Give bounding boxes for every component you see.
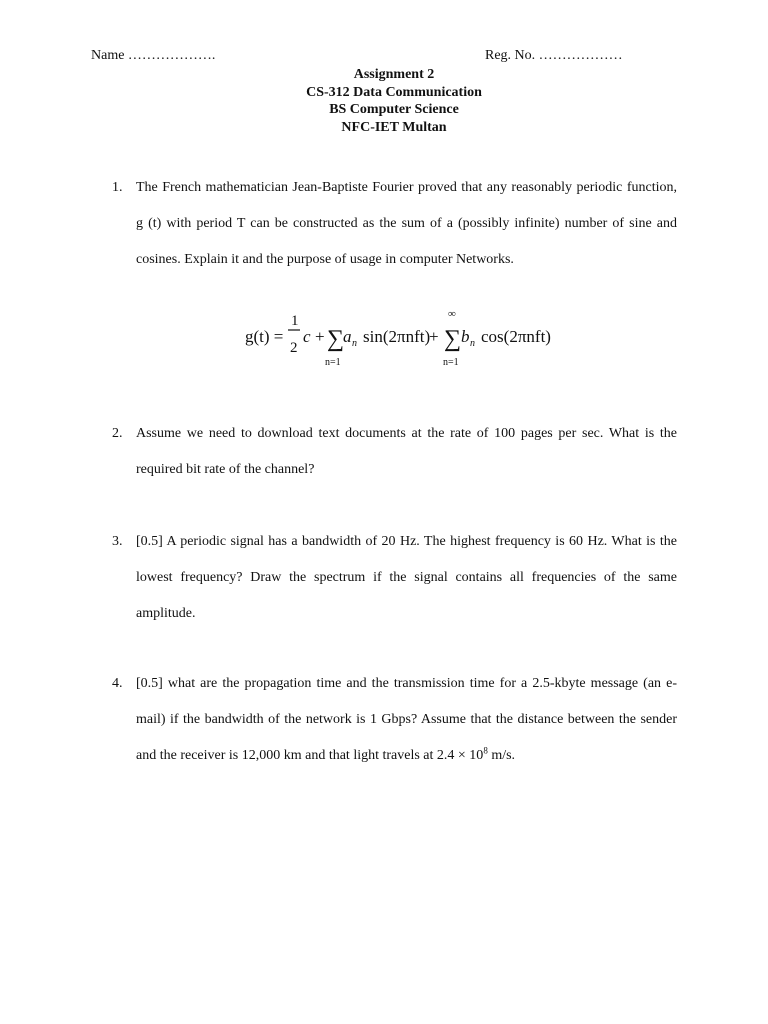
sine-term: sin(2πnft) bbox=[363, 327, 431, 346]
question-text: The French mathematician Jean-Baptiste Fourier proved that any reasonably periodic function, g (t) with period T can be constructed as the sum of a (possibly infinite) number of sine and cosines. Explain it and the purpose of usage in computer Networks. bbox=[136, 180, 677, 267]
coefficient-b: b bbox=[461, 327, 470, 346]
question-2 bbox=[112, 416, 677, 488]
question-3 bbox=[112, 524, 677, 632]
sigma-2: ∑ bbox=[444, 326, 462, 352]
question-number: 1. bbox=[112, 180, 123, 195]
sigma-2-upper: ∞ bbox=[448, 308, 456, 320]
fourier-formula bbox=[245, 308, 555, 370]
question-text-end: m/s. bbox=[487, 748, 516, 763]
question-number: 4. bbox=[112, 676, 123, 691]
institute-title: NFC-IET Multan bbox=[341, 119, 447, 135]
program-title: BS Computer Science bbox=[329, 102, 459, 117]
plus-sign-1: + bbox=[315, 327, 325, 346]
course-title: CS-312 Data Communication bbox=[306, 84, 482, 100]
fraction-denominator: 2 bbox=[290, 340, 298, 356]
question-1 bbox=[112, 170, 677, 278]
plus-sign-2: + bbox=[429, 327, 439, 346]
sigma-1: ∑ bbox=[327, 326, 345, 352]
name-field-label: Name ………………. bbox=[91, 48, 216, 63]
cosine-term: cos(2πnft) bbox=[481, 327, 551, 346]
question-4 bbox=[112, 666, 677, 774]
coefficient-a-sub: n bbox=[352, 338, 357, 349]
question-text: [0.5] A periodic signal has a bandwidth of 20 Hz. The highest frequency is 60 Hz. What is the lowest frequency? Draw the spectrum if the signal contains all frequencies of the same amplitude. bbox=[136, 534, 677, 621]
coefficient-a: a bbox=[343, 327, 352, 346]
formula-lhs: g(t) = bbox=[245, 327, 284, 346]
sigma-1-lower: n=1 bbox=[325, 357, 341, 368]
fraction-numerator: 1 bbox=[291, 313, 299, 329]
question-text-main: [0.5] what are the propagation time and the transmission time for a 2.5-kbyte message (an e-mail) if the bandwidth of the network is 1 Gbps? Assume that the distance between the sender and the receiver is 12,000 km and that light travels at 2.4 × 10 bbox=[136, 676, 677, 763]
assignment-header bbox=[0, 66, 768, 136]
exponent: 8 bbox=[483, 745, 488, 756]
assignment-title: Assignment 2 bbox=[353, 67, 435, 82]
question-number: 3. bbox=[112, 534, 123, 549]
reg-no-field-label: Reg. No. ……………… bbox=[485, 48, 623, 63]
question-number: 2. bbox=[112, 426, 123, 441]
question-text: Assume we need to download text documents at the rate of 100 pages per sec. What is the required bit rate of the channel? bbox=[136, 426, 677, 477]
coefficient-b-sub: n bbox=[470, 338, 475, 349]
constant-c: c bbox=[303, 327, 311, 346]
sigma-2-lower: n=1 bbox=[443, 357, 459, 368]
question-text bbox=[136, 666, 677, 774]
fourier-formula-svg bbox=[245, 308, 555, 370]
